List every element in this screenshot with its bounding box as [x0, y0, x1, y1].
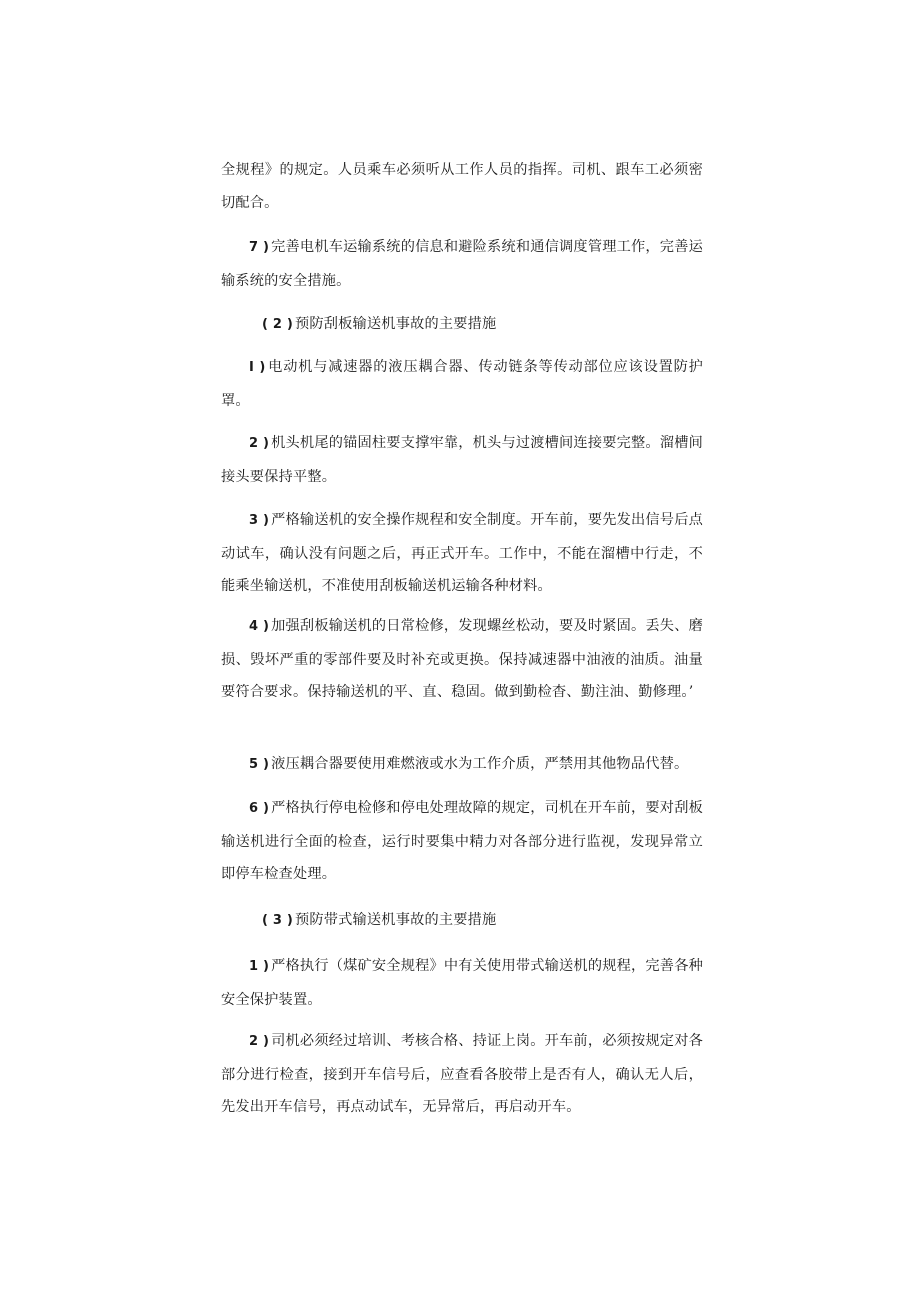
section-heading-2 [262, 308, 496, 342]
item-number: 2 ) [249, 1034, 270, 1049]
section-number: ( 2 ) [262, 317, 293, 332]
paragraph-item-1b [221, 950, 703, 1016]
item-number: 1 ) [249, 959, 270, 974]
paragraph-text: 电动机与减速器的液压耦合器、传动链条等传动部位应该设置防护罩。 [221, 359, 704, 409]
paragraph-item-3 [221, 504, 703, 603]
section-number: ( 3 ) [262, 913, 293, 928]
item-number: 7 ) [249, 240, 270, 255]
paragraph-text: 严格执行停电检修和停电处理故障的规定，司机在开车前，要对刮板输送机进行全面的检查，运行时要集中精力对各部分进行监视，发现异常立即停车检查处理。 [221, 800, 703, 882]
section-title: 预防带式输送机事故的主要措施 [294, 912, 497, 928]
paragraph-text: 严格输送机的安全操作规程和安全制度。开车前，要先发出信号后点动试车，确认没有问题之后，再正式开车。工作中，不能在溜槽中行走，不能乘坐输送机，不准使用刮板输送机运输各种材料。 [221, 512, 703, 594]
paragraph-continuation [221, 154, 703, 219]
paragraph-item-2b [221, 1025, 703, 1124]
section-title: 预防刮板输送机事故的主要措施 [294, 316, 497, 332]
paragraph-text: 司机必须经过培训、考核合格、持证上岗。开车前，必须按规定对各部分进行检查，接到开车信号后，应查看各胶带上是否有人，确认无人后，先发出开车信号，再点动试车，无异常后，再启动开车。 [221, 1033, 703, 1115]
paragraph-item-6 [221, 792, 703, 891]
paragraph-text: 全规程》的规定。人员乘车必须听从工作人员的指挥。司机、跟车工必须密切配合。 [221, 162, 703, 211]
paragraph-text: 液压耦合器要使用难燃液或水为工作介质，严禁用其他物品代替。 [271, 756, 689, 772]
item-number: I ) [249, 360, 266, 375]
paragraph-item-7 [221, 231, 703, 297]
section-heading-3 [262, 904, 496, 938]
paragraph-item-2 [221, 427, 703, 493]
item-number: 4 ) [249, 619, 270, 634]
paragraph-text: 严格执行（煤矿安全规程》中有关使用带式输送机的规程，完善各种安全保护装置。 [221, 958, 703, 1008]
paragraph-text: 完善电机车运输系统的信息和避险系统和通信调度管理工作，完善运输系统的安全措施。 [221, 239, 703, 289]
paragraph-item-5 [221, 748, 703, 782]
paragraph-text: 机头机尾的锚固柱要支撑牢靠，机头与过渡槽间连接要完整。溜槽间接头要保持平整。 [221, 435, 703, 485]
paragraph-item-4 [221, 610, 703, 709]
paragraph-text: 加强刮板输送机的日常检修，发现螺丝松动，要及时紧固。丢失、磨损、毁坏严重的零部件要及时补充或更换。保持减速器中油液的油质。油量要符合要求。保持输送机的平、直、稳固。做到勤检杳、勤注油、勤修理。’ [221, 618, 703, 700]
item-number: 3 ) [249, 513, 270, 528]
item-number: 6 ) [249, 801, 270, 816]
paragraph-item-1 [221, 351, 703, 417]
item-number: 2 ) [249, 436, 270, 451]
item-number: 5 ) [249, 757, 270, 772]
